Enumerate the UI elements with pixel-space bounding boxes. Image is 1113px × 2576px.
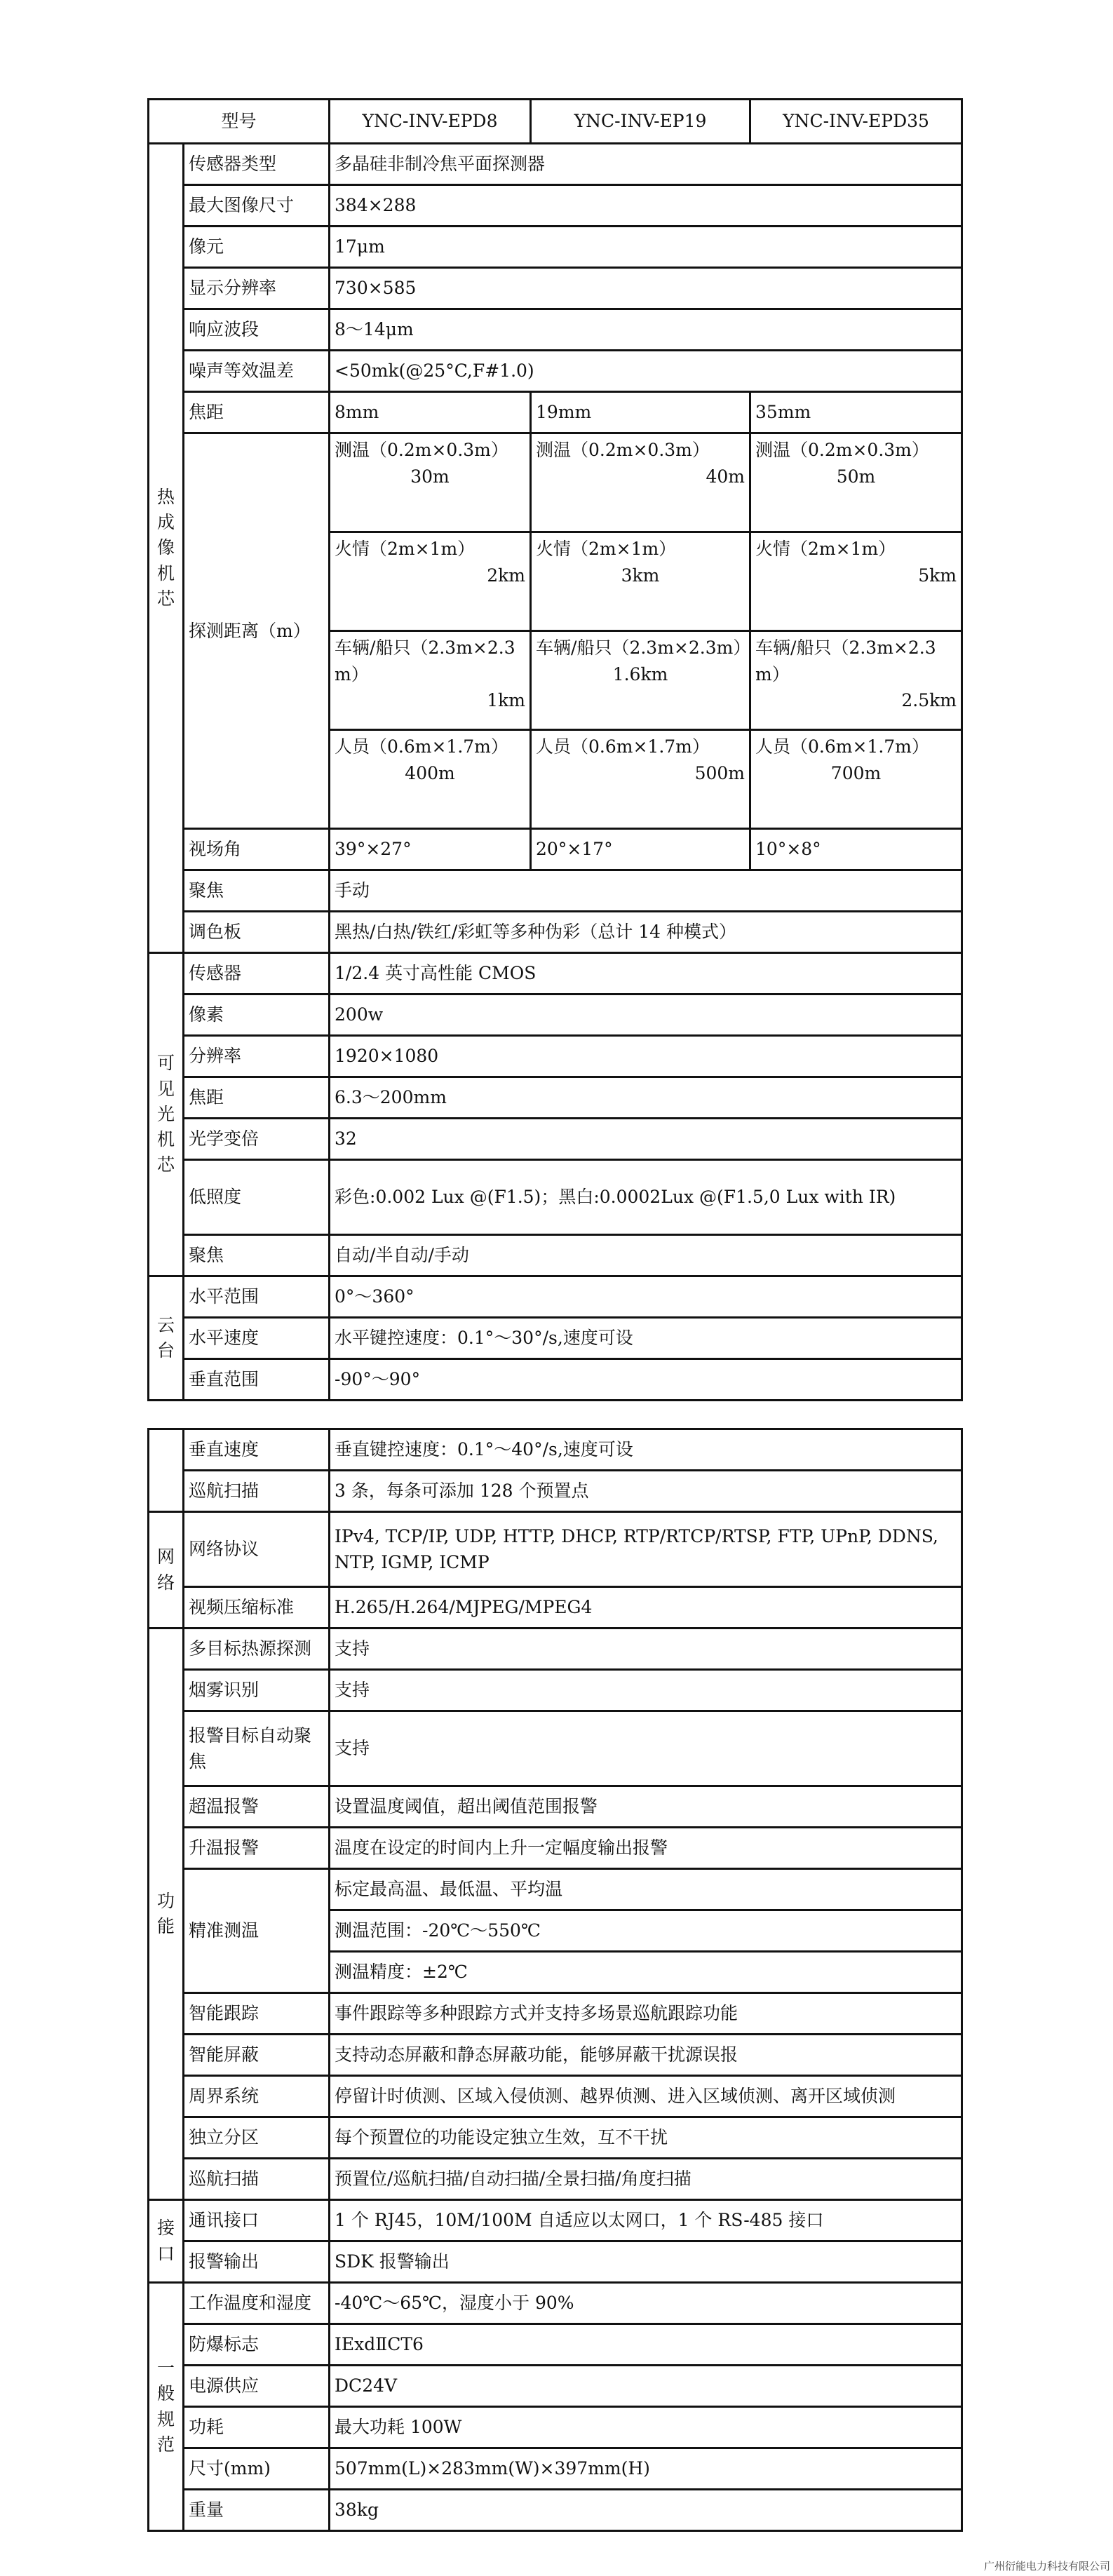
row-label: 水平范围 bbox=[184, 1276, 330, 1318]
distance-target: 火情（2m×1m） bbox=[755, 539, 896, 559]
row-value: 38kg bbox=[330, 2490, 962, 2531]
row-value: 8～14μm bbox=[330, 309, 962, 351]
row-value: 彩色:0.002 Lux @(F1.5)；黑白:0.0002Lux @(F1.5,0 Lux with IR) bbox=[330, 1160, 962, 1235]
row-label: 重量 bbox=[184, 2490, 330, 2531]
table-row bbox=[149, 144, 962, 185]
table-row bbox=[149, 2448, 962, 2490]
group-ptz bbox=[149, 1276, 184, 1401]
row-label: 智能屏蔽 bbox=[184, 2035, 330, 2076]
row-label: 精准测温 bbox=[184, 1869, 330, 1993]
row-label: 报警输出 bbox=[184, 2241, 330, 2283]
row-value: 多晶硅非制冷焦平面探测器 bbox=[330, 144, 962, 185]
table-row bbox=[149, 1036, 962, 1077]
row-value: 1/2.4 英寸高性能 CMOS bbox=[330, 953, 962, 994]
table-row bbox=[149, 2117, 962, 2159]
row-label: 烟雾识别 bbox=[184, 1670, 330, 1711]
spec-table bbox=[147, 98, 963, 2532]
distance-cell bbox=[531, 532, 750, 631]
row-label: 垂直速度 bbox=[184, 1429, 330, 1471]
row-label: 网络协议 bbox=[184, 1512, 330, 1587]
row-value: 17μm bbox=[330, 227, 962, 268]
distance-value: 30m bbox=[410, 466, 450, 487]
row-value: IExdⅡCT6 bbox=[330, 2324, 962, 2366]
row-value: 3 条，每条可添加 128 个预置点 bbox=[330, 1471, 962, 1512]
table-row bbox=[149, 1587, 962, 1628]
row-value: 200w bbox=[330, 994, 962, 1036]
distance-value: 2km bbox=[487, 565, 526, 586]
company-footer: 广州衍能电力科技有限公司 bbox=[983, 2560, 1110, 2572]
group-network-label: 网 络 bbox=[156, 1546, 175, 1593]
model-label: 型号 bbox=[149, 100, 330, 144]
distance-target: 火情（2m×1m） bbox=[335, 539, 475, 559]
distance-cell bbox=[330, 532, 531, 631]
row-value: 支持 bbox=[330, 1670, 962, 1711]
group-visible-label: 可 见 光 机 芯 bbox=[156, 1053, 175, 1175]
row-label: 光学变倍 bbox=[184, 1119, 330, 1160]
row-value: 支持 bbox=[330, 1628, 962, 1670]
row-value: 水平键控速度：0.1°～30°/s,速度可设 bbox=[330, 1318, 962, 1359]
row-value: 支持 bbox=[330, 1711, 962, 1786]
table-row bbox=[149, 392, 962, 433]
distance-target: 人员（0.6m×1.7m） bbox=[335, 736, 508, 757]
row-label: 焦距 bbox=[184, 1077, 330, 1119]
model-1: YNC-INV-EPD8 bbox=[330, 100, 531, 144]
table-row bbox=[149, 433, 962, 532]
row-label: 聚焦 bbox=[184, 1235, 330, 1276]
table-row bbox=[149, 2200, 962, 2241]
spec-sheet bbox=[147, 98, 961, 2532]
row-value: 507mm(L)×283mm(W)×397mm(H) bbox=[330, 2448, 962, 2490]
table-row bbox=[149, 953, 962, 994]
row-value: 0°～360° bbox=[330, 1276, 962, 1318]
table-row bbox=[149, 2241, 962, 2283]
row-label: 像元 bbox=[184, 227, 330, 268]
table-row bbox=[149, 1786, 962, 1828]
table-row bbox=[149, 994, 962, 1036]
row-value: -40℃～65℃，湿度小于 90% bbox=[330, 2283, 962, 2324]
group-general-label: 一 般 规 范 bbox=[156, 2358, 175, 2455]
row-label: 超温报警 bbox=[184, 1786, 330, 1828]
table-row bbox=[149, 1276, 962, 1318]
row-value: 730×585 bbox=[330, 268, 962, 309]
row-value: 自动/半自动/手动 bbox=[330, 1235, 962, 1276]
row-value: 黑热/白热/铁红/彩虹等多种伪彩（总计 14 种模式） bbox=[330, 912, 962, 953]
row-label: 最大图像尺寸 bbox=[184, 185, 330, 227]
distance-target: 测温（0.2m×0.3m） bbox=[335, 440, 508, 460]
table-row bbox=[149, 1077, 962, 1119]
row-label: 噪声等效温差 bbox=[184, 351, 330, 392]
row-label: 多目标热源探测 bbox=[184, 1628, 330, 1670]
model-3: YNC-INV-EPD35 bbox=[750, 100, 962, 144]
group-visible bbox=[149, 953, 184, 1276]
distance-cell bbox=[531, 631, 750, 730]
distance-value: 1km bbox=[487, 690, 526, 710]
row-label: 巡航扫描 bbox=[184, 1471, 330, 1512]
table-row bbox=[149, 2035, 962, 2076]
distance-cell bbox=[750, 730, 962, 829]
distance-target: 人员（0.6m×1.7m） bbox=[755, 736, 929, 757]
row-label: 聚焦 bbox=[184, 870, 330, 912]
distance-target: 测温（0.2m×0.3m） bbox=[536, 440, 710, 460]
row-value: 最大功耗 100W bbox=[330, 2407, 962, 2448]
row-label: 功耗 bbox=[184, 2407, 330, 2448]
table-row bbox=[149, 1628, 962, 1670]
row-label: 视场角 bbox=[184, 829, 330, 870]
row-label-distance: 探测距离（m） bbox=[184, 433, 330, 829]
fov-1: 39°×27° bbox=[330, 829, 531, 870]
row-value: <50mk(@25°C,F#1.0) bbox=[330, 351, 962, 392]
row-value: -90°～90° bbox=[330, 1359, 962, 1401]
distance-cell bbox=[330, 730, 531, 829]
table-row bbox=[149, 1160, 962, 1235]
row-value: 停留计时侦测、区域入侵侦测、越界侦测、进入区域侦测、离开区域侦测 bbox=[330, 2076, 962, 2117]
table-row bbox=[149, 1711, 962, 1786]
row-label: 报警目标自动聚焦 bbox=[184, 1711, 330, 1786]
row-label: 防爆标志 bbox=[184, 2324, 330, 2366]
row-value: 事件跟踪等多种跟踪方式并支持多场景巡航跟踪功能 bbox=[330, 1993, 962, 2035]
distance-cell bbox=[531, 730, 750, 829]
row-label: 升温报警 bbox=[184, 1828, 330, 1869]
focal-2: 19mm bbox=[531, 392, 750, 433]
row-value: IPv4, TCP/IP, UDP, HTTP, DHCP, RTP/RTCP/RTSP, FTP, UPnP, DDNS, NTP, IGMP, ICMP bbox=[330, 1512, 962, 1587]
fov-2: 20°×17° bbox=[531, 829, 750, 870]
table-row bbox=[149, 2490, 962, 2531]
row-label: 响应波段 bbox=[184, 309, 330, 351]
model-2: YNC-INV-EP19 bbox=[531, 100, 750, 144]
table-row bbox=[149, 2076, 962, 2117]
group-function-label: 功 能 bbox=[156, 1890, 175, 1936]
table-row bbox=[149, 2283, 962, 2324]
row-label: 独立分区 bbox=[184, 2117, 330, 2159]
distance-target: 车辆/船只（2.3m×2.3m） bbox=[536, 638, 751, 658]
distance-value: 40m bbox=[706, 466, 746, 487]
table-row bbox=[149, 309, 962, 351]
group-interface bbox=[149, 2200, 184, 2283]
table-row bbox=[149, 829, 962, 870]
distance-value: 50m bbox=[836, 466, 876, 487]
row-label: 通讯接口 bbox=[184, 2200, 330, 2241]
distance-target: 人员（0.6m×1.7m） bbox=[536, 736, 710, 757]
distance-cell bbox=[330, 631, 531, 730]
row-value: 设置温度阈值，超出阈值范围报警 bbox=[330, 1786, 962, 1828]
page-break bbox=[149, 1401, 962, 1429]
distance-cell bbox=[750, 631, 962, 730]
row-value: 温度在设定的时间内上升一定幅度输出报警 bbox=[330, 1828, 962, 1869]
table-row bbox=[149, 227, 962, 268]
row-label: 像素 bbox=[184, 994, 330, 1036]
row-label: 工作温度和湿度 bbox=[184, 2283, 330, 2324]
table-row bbox=[149, 1429, 962, 1471]
table-row bbox=[149, 1993, 962, 2035]
table-row bbox=[149, 2407, 962, 2448]
row-value: 标定最高温、最低温、平均温 bbox=[330, 1869, 962, 1910]
distance-target: 车辆/船只（2.3m×2.3m） bbox=[755, 638, 936, 685]
table-row bbox=[149, 912, 962, 953]
table-row bbox=[149, 1828, 962, 1869]
table-row bbox=[149, 870, 962, 912]
table-row bbox=[149, 1119, 962, 1160]
group-general bbox=[149, 2283, 184, 2531]
row-value: 手动 bbox=[330, 870, 962, 912]
table-row bbox=[149, 1670, 962, 1711]
row-value: 每个预置位的功能设定独立生效，互不干扰 bbox=[330, 2117, 962, 2159]
table-row bbox=[149, 2366, 962, 2407]
row-value: 预置位/巡航扫描/自动扫描/全景扫描/角度扫描 bbox=[330, 2159, 962, 2200]
row-label: 视频压缩标准 bbox=[184, 1587, 330, 1628]
row-value: 垂直键控速度：0.1°～40°/s,速度可设 bbox=[330, 1429, 962, 1471]
row-value: 1 个 RJ45，10M/100M 自适应以太网口，1 个 RS-485 接口 bbox=[330, 2200, 962, 2241]
distance-value: 500m bbox=[694, 762, 746, 783]
row-value: 1920×1080 bbox=[330, 1036, 962, 1077]
group-network bbox=[149, 1512, 184, 1628]
distance-cell bbox=[750, 532, 962, 631]
header-row bbox=[149, 100, 962, 144]
distance-target: 火情（2m×1m） bbox=[536, 539, 677, 559]
row-value: 6.3～200mm bbox=[330, 1077, 962, 1119]
group-thermal-label: 热 成 像 机 芯 bbox=[156, 486, 175, 609]
row-label: 智能跟踪 bbox=[184, 1993, 330, 2035]
table-row bbox=[149, 1471, 962, 1512]
table-row bbox=[149, 1318, 962, 1359]
table-row bbox=[149, 2324, 962, 2366]
group-interface-label: 接 口 bbox=[156, 2218, 175, 2264]
row-label: 水平速度 bbox=[184, 1318, 330, 1359]
row-label: 尺寸(mm) bbox=[184, 2448, 330, 2490]
row-value: SDK 报警输出 bbox=[330, 2241, 962, 2283]
row-label: 传感器类型 bbox=[184, 144, 330, 185]
distance-value: 2.5km bbox=[901, 690, 957, 710]
distance-cell bbox=[750, 433, 962, 532]
table-row bbox=[149, 1359, 962, 1401]
table-row bbox=[149, 351, 962, 392]
row-value: H.265/H.264/MJPEG/MPEG4 bbox=[330, 1587, 962, 1628]
row-label: 周界系统 bbox=[184, 2076, 330, 2117]
row-value: DC24V bbox=[330, 2366, 962, 2407]
row-value: 384×288 bbox=[330, 185, 962, 227]
row-label: 显示分辨率 bbox=[184, 268, 330, 309]
table-row bbox=[149, 185, 962, 227]
row-value: 测温范围：-20℃～550℃ bbox=[330, 1910, 962, 1952]
row-label: 巡航扫描 bbox=[184, 2159, 330, 2200]
distance-target: 车辆/船只（2.3m×2.3m） bbox=[335, 638, 515, 685]
table-row bbox=[149, 1869, 962, 1910]
focal-1: 8mm bbox=[330, 392, 531, 433]
distance-value: 3km bbox=[621, 565, 660, 586]
distance-value: 400m bbox=[405, 762, 455, 783]
row-label: 低照度 bbox=[184, 1160, 330, 1235]
group-function bbox=[149, 1628, 184, 2200]
row-value: 支持动态屏蔽和静态屏蔽功能，能够屏蔽干扰源误报 bbox=[330, 2035, 962, 2076]
distance-cell bbox=[330, 433, 531, 532]
row-label: 电源供应 bbox=[184, 2366, 330, 2407]
page-gap bbox=[149, 1401, 962, 1429]
table-row bbox=[149, 268, 962, 309]
distance-target: 测温（0.2m×0.3m） bbox=[755, 440, 929, 460]
focal-3: 35mm bbox=[750, 392, 962, 433]
group-thermal bbox=[149, 144, 184, 953]
table-row bbox=[149, 1235, 962, 1276]
row-label: 焦距 bbox=[184, 392, 330, 433]
distance-cell bbox=[531, 433, 750, 532]
row-label: 传感器 bbox=[184, 953, 330, 994]
group-ptz-cont bbox=[149, 1429, 184, 1512]
row-label: 分辨率 bbox=[184, 1036, 330, 1077]
distance-value: 1.6km bbox=[612, 663, 668, 685]
row-label: 垂直范围 bbox=[184, 1359, 330, 1401]
table-row bbox=[149, 2159, 962, 2200]
row-value: 32 bbox=[330, 1119, 962, 1160]
distance-value: 5km bbox=[918, 565, 957, 586]
group-ptz-label: 云 台 bbox=[156, 1314, 175, 1361]
row-label: 调色板 bbox=[184, 912, 330, 953]
fov-3: 10°×8° bbox=[750, 829, 962, 870]
table-row bbox=[149, 1512, 962, 1587]
distance-value: 700m bbox=[830, 762, 882, 783]
row-value: 测温精度：±2℃ bbox=[330, 1952, 962, 1993]
